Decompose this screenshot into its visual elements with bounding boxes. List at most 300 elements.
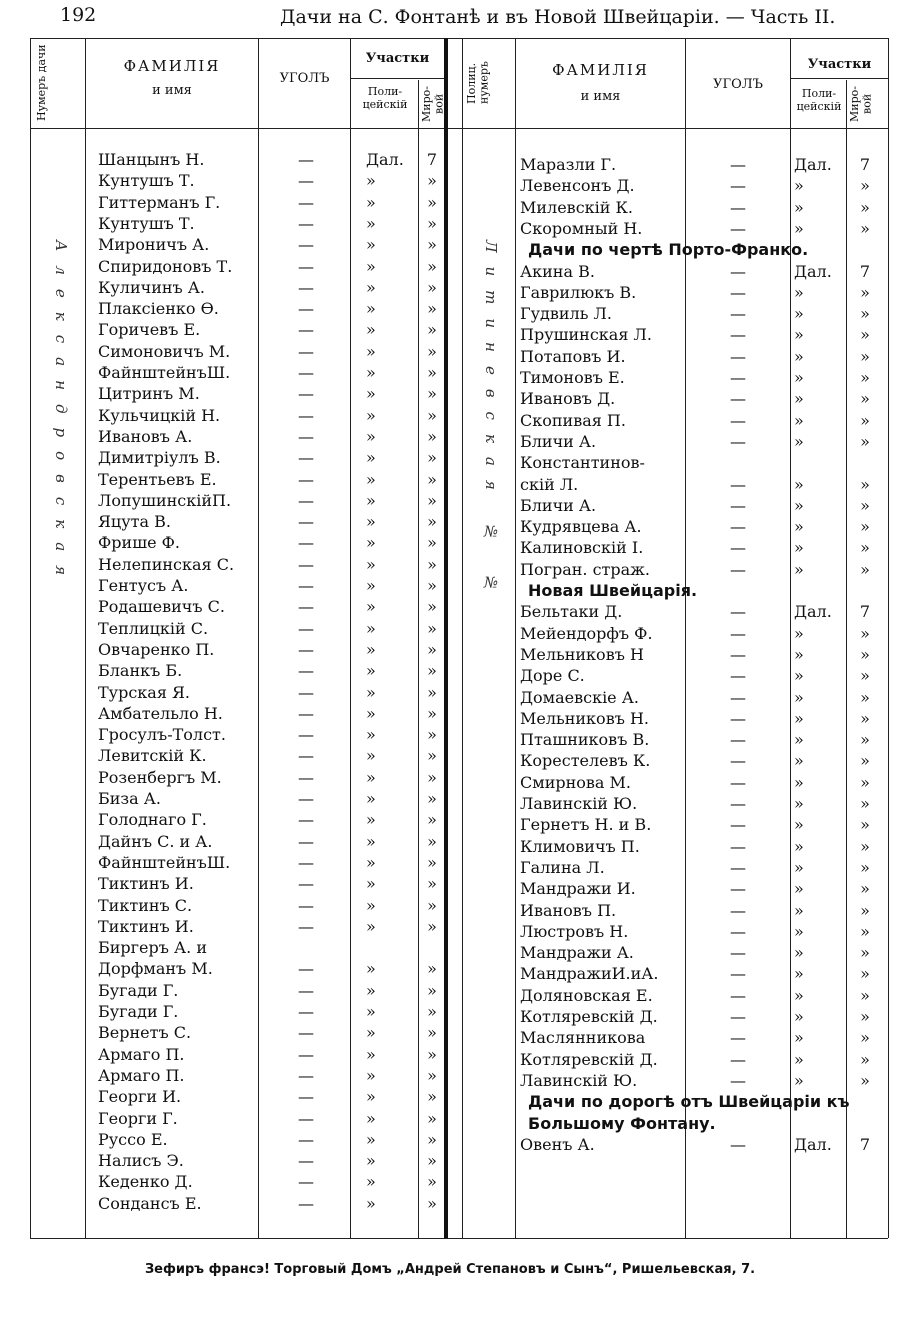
entry-magistrate-district: » [427,1129,437,1149]
header-districts-right: Участки [807,57,872,72]
entry-corner: — [298,874,314,894]
entry-police-district: » [794,559,804,579]
entry-police-district: » [366,1172,376,1192]
table-row [0,688,900,709]
header-corner-right: УГОЛЪ [713,77,763,92]
entry-magistrate-district: » [860,474,870,494]
entry-magistrate-district: 7 [859,602,871,622]
entry-magistrate-district: » [427,426,437,446]
entry-police-district: » [366,1151,376,1171]
entry-police-district: » [794,474,804,494]
entry-police-district: » [366,789,376,808]
entry-police-district: » [366,597,376,617]
entry-magistrate-district: » [427,341,437,361]
entry-corner: — [730,964,746,984]
entry-magistrate-district: » [860,304,870,324]
entry-police-district: » [366,959,376,979]
entry-police-district: » [366,192,376,212]
entry-corner: — [730,857,746,877]
entry-police-district: » [366,661,376,681]
entry-magistrate-district: » [427,874,437,894]
entry-corner: — [298,150,314,169]
entry-name: Кеденко Д. [98,1172,193,1192]
entry-magistrate-district: » [860,197,870,217]
entry-magistrate-district: » [427,618,437,638]
entry-name: Теплицкій С. [98,618,209,638]
entry-corner: — [730,559,746,579]
entry-name: Амбательло Н. [98,703,223,723]
entry-name: Кунтушъ Т. [98,213,195,233]
entry-corner: — [730,730,746,750]
entry-name: Доре С. [520,666,585,686]
entry-name: Биза А. [98,789,161,808]
entry-name: Смирнова М. [520,772,631,792]
entry-police-district: » [366,448,376,468]
section-title: Большому Фонтану. [528,1113,716,1133]
running-title: Дачи на С. Фонтанѣ и въ Новой Швейцаріи. — Часть II. [280,6,836,28]
entry-magistrate-district: » [427,1002,437,1021]
entry-police-district: » [794,985,804,1005]
entry-magistrate-district: » [427,448,437,468]
entry-corner: — [298,895,314,915]
entry-magistrate-district: » [427,703,437,723]
entry-name: Родашевичъ С. [98,597,225,617]
entry-police-district: » [794,538,804,558]
entry-magistrate-district: » [860,708,870,728]
entry-magistrate-district: » [860,815,870,835]
entry-name: ФайнштейнъШ. [98,363,231,382]
entry-magistrate-district: » [427,1193,437,1213]
entry-police-district: » [366,469,376,489]
entry-police-district: » [366,213,376,233]
entry-police-district: » [366,341,376,361]
entry-corner: — [298,1002,314,1021]
entry-name: Горичевъ Е. [98,320,201,340]
entry-magistrate-district: » [427,405,437,425]
section-title: Дачи по дорогѣ отъ Швейцаріи къ [528,1092,850,1112]
table-row [0,666,900,687]
entry-name: Бличи А. [520,495,597,515]
entry-name: Дайнъ С. и А. [98,831,213,851]
table-row [0,879,900,900]
entry-police-district: » [794,772,804,792]
entry-magistrate-district: » [860,943,870,963]
entry-police-district: » [794,751,804,771]
entry-police-district: » [794,1049,804,1069]
entry-magistrate-district: » [860,368,870,387]
entry-name: Лавинскій Ю. [520,1070,638,1090]
entry-corner: — [730,1070,746,1090]
entry-corner: — [298,299,314,319]
entry-police-district: » [794,410,804,430]
entry-magistrate-district: » [860,985,870,1005]
section-heading [0,1092,900,1113]
entry-magistrate-district: » [860,282,870,302]
header-corner: УГОЛЪ [279,71,330,86]
entry-corner: — [298,746,314,766]
entry-corner: — [298,256,314,276]
entry-corner: — [298,852,314,872]
entry-name: скій Л. [520,474,579,494]
entry-police-district: » [366,1065,376,1085]
table-row [0,773,900,794]
entry-police-district: » [794,666,804,686]
entry-corner: — [730,1049,746,1069]
entry-police-district: » [794,879,804,899]
entry-police-district: » [366,426,376,446]
header-magistrate-right: Миро-вой [848,86,874,122]
entry-police-district: » [794,176,804,196]
table-row [0,624,900,645]
entry-corner: — [298,1087,314,1107]
header-police: Поли-цейскій [362,85,408,111]
entry-corner: — [298,533,314,553]
header-surname-right: ФАМИЛІЯ [552,61,649,79]
entry-corner: — [298,703,314,723]
table-row [0,751,900,772]
entry-police-district: » [794,325,804,345]
entry-magistrate-district: » [860,644,870,664]
entry-corner: — [730,751,746,771]
entry-corner: — [298,405,314,425]
entry-police-district: » [366,746,376,766]
entry-police-district: » [794,623,804,643]
entry-police-district: » [794,282,804,302]
entry-police-district: » [794,815,804,835]
table-row [0,411,900,432]
entry-police-district: » [366,576,376,595]
entry-name: Налисъ Э. [98,1151,184,1171]
entry-corner: — [730,623,746,643]
entry-corner: — [298,597,314,617]
entry-police-district: » [366,320,376,340]
entry-magistrate-district: » [427,320,437,340]
table-row [0,730,900,751]
section-heading [0,240,900,261]
entry-name: Бугади Г. [98,980,179,1000]
entry-corner: — [730,176,746,196]
entry-magistrate-district: » [427,895,437,915]
entry-corner: — [730,431,746,451]
entry-corner: — [730,325,746,345]
entry-name: Гаврилюкъ В. [520,282,637,302]
entry-magistrate-district: » [427,533,437,553]
entry-name: Пташниковъ В. [520,730,650,750]
entry-magistrate-district: » [860,921,870,941]
entry-police-district: » [794,708,804,728]
table-row [0,432,900,453]
entry-name: Корестелевъ К. [520,751,651,771]
entry-corner: — [298,789,314,808]
entry-police-district: » [366,277,376,297]
entry-name: Домаевскіе А. [520,687,639,707]
table-row [0,1135,900,1156]
entry-corner: — [298,192,314,212]
header-name: и имя [152,83,192,98]
street-label-right: Литиневская № № [482,240,500,606]
table-row [0,837,900,858]
entry-name: Яцута В. [98,512,171,532]
entry-corner: — [298,1193,314,1213]
entry-name: Скоромный Н. [520,218,643,238]
table-row [0,389,900,410]
entry-magistrate-district: » [427,576,437,595]
entry-name: Люстровъ Н. [520,921,629,941]
entry-corner: — [730,772,746,792]
entry-police-district: » [366,682,376,702]
entry-magistrate-district: » [427,256,437,276]
entry-police-district: » [794,346,804,366]
entry-name: Ивановъ Д. [520,389,616,409]
entry-police-district: » [794,1070,804,1090]
entry-name: Бугади Г. [98,1002,179,1021]
entry-name: Вернетъ С. [98,1023,192,1043]
entry-name: Дорфманъ М. [98,959,213,979]
entry-name: Константинов- [520,453,645,473]
entry-magistrate-district: » [427,192,437,212]
entry-magistrate-district: » [860,1070,870,1090]
entry-corner: — [730,155,746,174]
entry-police-district: » [366,256,376,276]
entry-corner: — [730,346,746,366]
entry-corner: — [298,448,314,468]
header-number-right: Полиц. нумеръ [465,61,491,105]
entry-magistrate-district: » [427,682,437,702]
entry-police-district: » [366,767,376,787]
entry-magistrate-district: » [860,538,870,558]
entry-corner: — [730,389,746,409]
header-number: Нумеръ дачи [35,44,48,122]
entry-corner: — [298,661,314,681]
entry-name: Бельтаки Д. [520,602,623,622]
entry-magistrate-district: » [427,554,437,574]
entry-magistrate-district: » [860,559,870,579]
entry-police-district: » [794,794,804,813]
entry-name: Турская Я. [98,682,191,702]
table-row [0,1172,444,1193]
entry-corner: — [730,495,746,515]
entry-magistrate-district: » [860,964,870,984]
entry-name: Кунтушъ Т. [98,171,195,191]
entry-police-district: » [366,1087,376,1107]
entry-magistrate-district: » [860,346,870,366]
entry-magistrate-district: » [860,1049,870,1069]
entry-name: Плаксіенко Ѳ. [98,299,219,319]
entry-corner: — [730,666,746,686]
entry-magistrate-district: » [427,725,437,745]
entry-magistrate-district: » [427,1065,437,1085]
entry-name: Калиновскій І. [520,538,644,558]
entry-name: Тиктинъ И. [98,874,194,894]
entry-corner: — [298,1065,314,1085]
entry-name: Котляревскій Д. [520,1049,658,1069]
table-row [0,1028,900,1049]
table-row [0,453,900,474]
entry-corner: — [298,1023,314,1043]
entry-corner: — [298,639,314,659]
entry-police-district: » [794,368,804,387]
entry-magistrate-district: » [860,836,870,856]
entry-magistrate-district: » [860,730,870,750]
entry-magistrate-district: 7 [859,1134,871,1154]
entry-police-district: » [794,495,804,515]
entry-name: Георги Г. [98,1108,178,1128]
entry-corner: — [298,810,314,830]
districts-sub-rule [350,78,444,79]
entry-magistrate-district: » [427,597,437,617]
table-row [0,815,900,836]
entry-name: Биргеръ А. и [98,938,207,958]
entry-magistrate-district: » [427,469,437,489]
entry-corner: — [730,900,746,920]
entry-name: Мейендорфъ Ф. [520,623,653,643]
entry-police-district: » [366,916,376,936]
table-row [0,901,900,922]
header-police-right: Поли-цейскій [796,87,842,113]
entry-magistrate-district: » [427,916,437,936]
entry-magistrate-district: » [427,767,437,787]
entry-police-district: » [366,554,376,574]
entry-name: Терентьевъ Е. [98,469,217,489]
entry-name: Левенсонъ Д. [520,176,635,196]
entry-corner: — [298,469,314,489]
entry-corner: — [298,1044,314,1064]
entry-name: Нелепинская С. [98,554,235,574]
entry-police-district: Дал. [794,261,832,281]
entry-name: Спиридоновъ Т. [98,256,233,276]
entry-corner: — [730,538,746,558]
entry-corner: — [730,921,746,941]
header-bottom-rule [30,128,888,129]
entry-name: Цитринъ М. [98,384,200,404]
entry-corner: — [298,320,314,340]
entry-police-district: » [794,1007,804,1026]
entry-name: Шанцынъ Н. [98,150,205,169]
table-row [0,1194,444,1215]
entry-police-district: » [794,517,804,537]
entry-name: Маслянникова [520,1028,646,1048]
entry-name: Куличинъ А. [98,277,205,297]
entry-corner: — [298,341,314,361]
entry-magistrate-district: » [427,171,437,191]
entry-corner: — [298,512,314,532]
entry-corner: — [298,618,314,638]
entry-magistrate-district: » [427,277,437,297]
entry-corner: — [730,197,746,217]
entry-corner: — [298,490,314,510]
entry-name: Кудрявцева А. [520,517,642,537]
entry-corner: — [298,1129,314,1149]
entry-magistrate-district: » [860,666,870,686]
entry-police-district: » [794,900,804,920]
table-row [0,176,900,197]
entry-police-district: » [794,943,804,963]
entry-police-district: » [366,405,376,425]
entry-police-district: » [366,299,376,319]
entry-name: Симоновичъ М. [98,341,231,361]
entry-police-district: » [794,644,804,664]
entry-corner: — [730,410,746,430]
entry-name: Гиттерманъ Г. [98,192,221,212]
entry-magistrate-district: » [860,1028,870,1048]
entry-police-district: » [366,512,376,532]
entry-police-district: » [366,810,376,830]
entry-name: Бличи А. [520,431,597,451]
header-districts: Участки [365,51,430,66]
entry-magistrate-district: » [427,1151,437,1171]
entry-corner: — [730,794,746,813]
entry-name: Тиктинъ И. [98,916,194,936]
entry-name: Доляновская Е. [520,985,653,1005]
entry-name: ФайнштейнъШ. [98,852,231,872]
entry-name: Потаповъ И. [520,346,626,366]
entry-corner: — [298,235,314,255]
entry-magistrate-district: » [427,639,437,659]
table-row [0,645,900,666]
table-row [0,155,900,176]
entry-corner: — [730,1134,746,1154]
header-surname: ФАМИЛІЯ [123,57,221,75]
entry-name: Прушинская Л. [520,325,652,345]
entry-corner: — [730,1028,746,1048]
entry-corner: — [298,682,314,702]
entry-magistrate-district: » [427,810,437,830]
table-row [0,1071,900,1092]
entry-police-district: » [794,389,804,409]
entry-corner: — [730,836,746,856]
entry-magistrate-district: » [860,879,870,899]
entry-name: Гросулъ-Толст. [98,725,226,745]
entry-police-district: » [794,964,804,984]
entry-magistrate-district: 7 [859,261,871,281]
entry-magistrate-district: » [860,900,870,920]
entry-police-district: Дал. [794,602,832,622]
entry-police-district: » [366,1129,376,1149]
entry-corner: — [298,1172,314,1192]
table-row [0,198,900,219]
entry-police-district: Дал. [794,1134,832,1154]
entry-police-district: » [366,1002,376,1021]
entry-police-district: » [366,980,376,1000]
table-row [0,1050,900,1071]
entry-magistrate-district: » [427,1108,437,1128]
entry-name: Овенъ А. [520,1134,595,1154]
entry-corner: — [298,831,314,851]
table-row [0,304,900,325]
table-row [0,262,900,283]
entry-corner: — [730,985,746,1005]
table-row [0,475,900,496]
table-row [0,602,900,623]
entry-police-district: » [794,687,804,707]
entry-name: Гентусъ А. [98,576,189,595]
entry-corner: — [298,213,314,233]
table-row [0,922,900,943]
table-bottom-rule [30,1238,888,1239]
entry-magistrate-district: » [427,831,437,851]
entry-magistrate-district: » [427,363,437,382]
entry-magistrate-district: » [427,235,437,255]
entry-corner: — [730,879,746,899]
entry-magistrate-district: » [427,384,437,404]
entry-name: Климовичъ П. [520,836,640,856]
entry-magistrate-district: 7 [859,155,871,174]
entry-corner: — [298,363,314,382]
districts-sub-rule [790,78,888,79]
entry-corner: — [730,282,746,302]
entry-magistrate-district: » [860,410,870,430]
entry-police-district: » [366,490,376,510]
